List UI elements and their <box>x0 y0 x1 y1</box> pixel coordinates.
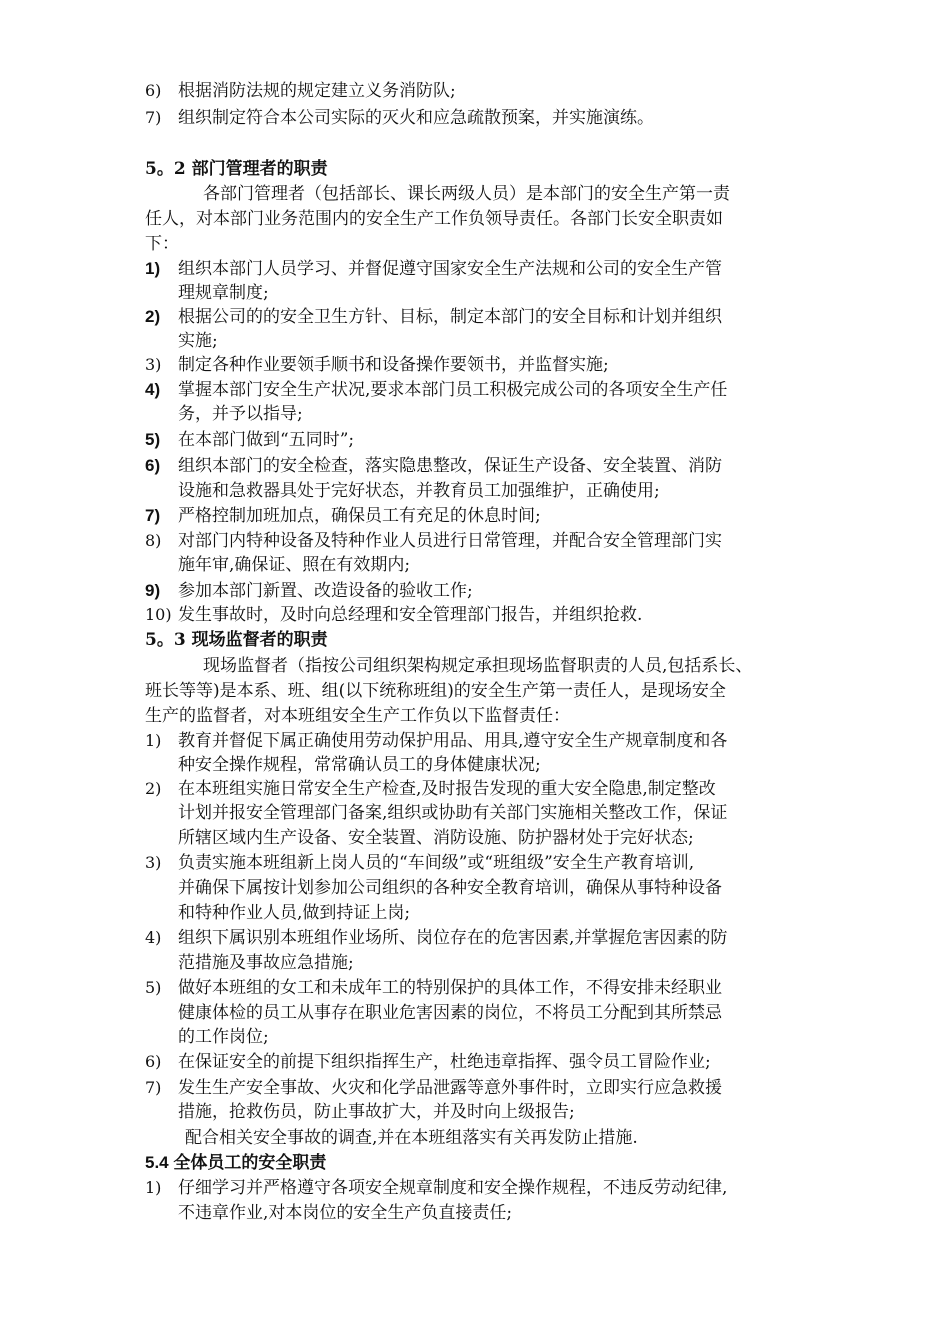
list-number: 1) <box>145 1178 162 1197</box>
section-heading: 5.4 全体员工的安全职责 <box>145 1153 327 1172</box>
list-item-text: 务，并予以指导; <box>178 404 303 424</box>
list-item-text: 施年审,确保证、照在有效期内; <box>178 555 411 575</box>
paragraph-line: 下： <box>145 234 179 254</box>
list-number: 1) <box>145 259 161 278</box>
list-number: 3) <box>145 355 162 374</box>
list-item-text: 实施; <box>178 331 218 351</box>
list-item-text: 在保证安全的前提下组织指挥生产，杜绝违章指挥、强令员工冒险作业; <box>178 1052 711 1072</box>
paragraph-line: 配合相关安全事故的调查,并在本班组落实有关再发防止措施. <box>185 1128 638 1148</box>
list-number: 6) <box>145 1052 162 1071</box>
list-item-text: 范措施及事故应急措施; <box>178 953 354 973</box>
list-item-text: 计划并报安全管理部门备案,组织或协助有关部门实施相关整改工作，保证 <box>178 803 728 823</box>
list-item-text: 组织下属识别本班组作业场所、岗位存在的危害因素,并掌握危害因素的防 <box>178 928 728 948</box>
list-item-text: 组织制定符合本公司实际的灭火和应急疏散预案，并实施演练。 <box>178 108 654 128</box>
list-item-text: 和特种作业人员,做到持证上岗; <box>178 903 411 923</box>
section-heading: 5。3 现场监督者的职责 <box>145 630 328 650</box>
paragraph-line: 生产的监督者，对本班组安全生产工作负以下监督责任： <box>145 706 570 726</box>
list-item-text: 并确保下属按计划参加公司组织的各种安全教育培训，确保从事特种设备 <box>178 878 722 898</box>
list-item-text: 仔细学习并严格遵守各项安全规章制度和安全操作规程，不违反劳动纪律, <box>178 1178 728 1198</box>
list-item-text: 对部门内特种设备及特种作业人员进行日常管理，并配合安全管理部门实 <box>178 531 722 551</box>
list-item-text: 所辖区域内生产设备、安全装置、消防设施、防护器材处于完好状态; <box>178 828 694 848</box>
list-number: 4) <box>145 928 162 947</box>
list-item-text: 掌握本部门安全生产状况,要求本部门员工积极完成公司的各项安全生产任 <box>178 380 728 400</box>
list-item-text: 教育并督促下属正确使用劳动保护用品、用具,遵守安全生产规章制度和各 <box>178 731 728 751</box>
list-number: 7) <box>145 506 161 525</box>
list-number: 2) <box>145 779 162 798</box>
list-number: 7) <box>145 1078 162 1097</box>
list-number: 3) <box>145 853 162 872</box>
list-number: 5) <box>145 430 161 449</box>
paragraph-line: 任人，对本部门业务范围内的安全生产工作负领导责任。各部门长安全职责如 <box>145 209 723 229</box>
list-item-text: 发生事故时，及时向总经理和安全管理部门报告，并组织抢救. <box>178 605 643 625</box>
list-item-text: 根据公司的的安全卫生方针、目标，制定本部门的安全目标和计划并组织 <box>178 307 722 327</box>
list-item-text: 参加本部门新置、改造设备的验收工作; <box>178 581 473 601</box>
list-number: 4) <box>145 380 161 399</box>
paragraph-line: 现场监督者（指按公司组织架构规定承担现场监督职责的人员,包括系长、 <box>203 656 753 676</box>
list-item-text: 严格控制加班加点，确保员工有充足的休息时间; <box>178 506 541 526</box>
section-heading: 5。2 部门管理者的职责 <box>145 159 328 179</box>
list-item-text: 制定各种作业要领手顺书和设备操作要领书，并监督实施; <box>178 355 609 375</box>
list-item-text: 健康体检的员工从事存在职业危害因素的岗位，不将员工分配到其所禁忌 <box>178 1003 722 1023</box>
list-number: 6) <box>145 81 162 100</box>
list-item-text: 组织本部门的安全检查，落实隐患整改，保证生产设备、安全装置、消防 <box>178 456 722 476</box>
list-item-text: 种安全操作规程，常常确认员工的身体健康状况; <box>178 755 541 775</box>
list-item-text: 在本班组实施日常安全生产检查,及时报告发现的重大安全隐患,制定整改 <box>178 779 716 799</box>
list-number: 9) <box>145 581 161 600</box>
list-number: 6) <box>145 456 161 475</box>
list-item-text: 理规章制度; <box>178 283 269 303</box>
list-number: 7) <box>145 108 162 127</box>
list-number: 5) <box>145 978 162 997</box>
list-item-text: 根据消防法规的规定建立义务消防队; <box>178 81 456 101</box>
paragraph-line: 各部门管理者（包括部长、课长两级人员）是本部门的安全生产第一责 <box>203 184 730 204</box>
list-item-text: 措施，抢救伤员，防止事故扩大，并及时向上级报告; <box>178 1102 575 1122</box>
list-item-text: 发生生产安全事故、火灾和化学品泄露等意外事件时，立即实行应急救援 <box>178 1078 722 1098</box>
list-number: 1) <box>145 731 162 750</box>
list-item-text: 负责实施本班组新上岗人员的“车间级”或“班组级”安全生产教育培训, <box>178 853 695 873</box>
paragraph-line: 班长等等)是本系、班、组(以下统称班组)的安全生产第一责任人，是现场安全 <box>145 681 726 701</box>
list-number: 10) <box>145 605 172 624</box>
list-item-text: 设施和急救器具处于完好状态，并教育员工加强维护，正确使用; <box>178 481 660 501</box>
list-item-text: 不违章作业,对本岗位的安全生产负直接责任; <box>178 1203 513 1223</box>
list-item-text: 在本部门做到“五同时”; <box>178 430 355 450</box>
list-item-text: 做好本班组的女工和未成年工的特别保护的具体工作，不得安排未经职业 <box>178 978 722 998</box>
list-number: 8) <box>145 531 162 550</box>
list-item-text: 的工作岗位; <box>178 1027 269 1047</box>
list-number: 2) <box>145 307 161 326</box>
list-item-text: 组织本部门人员学习、并督促遵守国家安全生产法规和公司的安全生产管 <box>178 259 722 279</box>
